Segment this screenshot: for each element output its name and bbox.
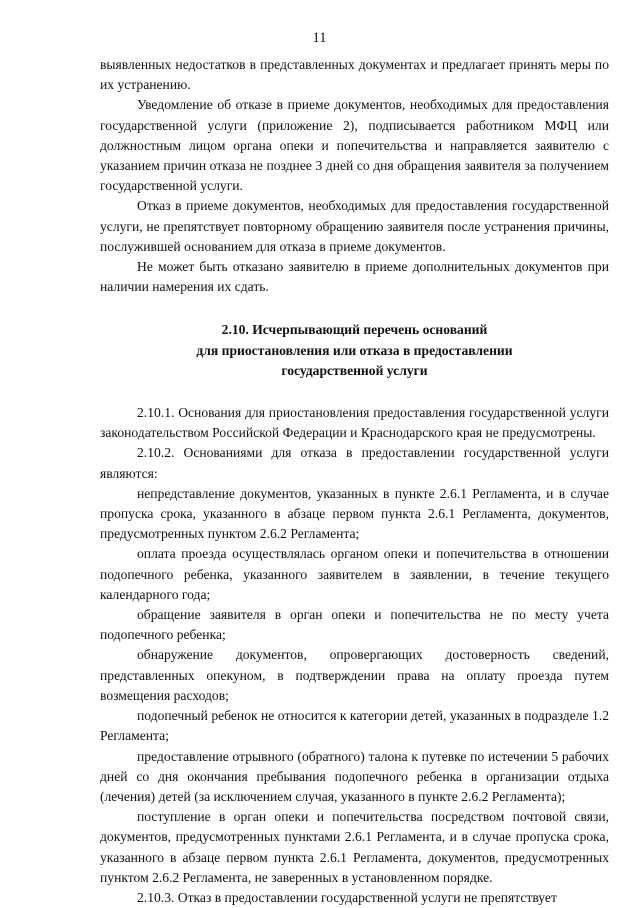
paragraph: подопечный ребенок не относится к категории детей, указанных в подразделе 1.2 Регламента; <box>100 708 609 744</box>
paragraph: обнаружение документов, опровергающих достоверность сведений, представленных опекуном, в подтверждении права на оплату проезда путем возмещения расходов; <box>100 647 609 703</box>
paragraph: предоставление отрывного (обратного) талона к путевке по истечении 5 рабочих дней со дня окончания пребывания подопечного ребенка в организации отдыха (лечения) детей (за исключением случая, указанного в пункте 2.6.2 Регламента); <box>100 748 609 804</box>
paragraph: оплата проезда осуществлялась органом опеки и попечительства в отношении подопечного ребенка, указанного заявителем в заявлении, в течение текущего календарного года; <box>100 546 609 602</box>
paragraph: обращение заявителя в орган опеки и попечительства не по месту учета подопечного ребенка; <box>100 607 609 643</box>
paragraph: 2.10.2. Основаниями для отказа в предоставлении государственной услуги являются: <box>100 445 609 481</box>
paragraph: 2.10.1. Основания для приостановления предоставления государственной услуги законодательством Российской Федерации и Краснодарского края не предусмотрены. <box>100 405 609 441</box>
paragraph: Уведомление об отказе в приеме документов, необходимых для предоставления государственной услуги (приложение 2), подписывается работником МФЦ или должностным лицом органа опеки и попечительства и направляется заявителю с указанием причин отказа не позднее 3 дней со дня обращения заявителя за получением государственной услуги. <box>100 97 609 194</box>
paragraph: выявленных недостатков в представленных документах и предлагает принять меры по их устранению. <box>100 57 609 93</box>
paragraph: Отказ в приеме документов, необходимых для предоставления государственной услуги, не препятствует повторному обращению заявителя после устранения причины, послужившей основанием для отказа в приеме документов. <box>100 198 609 254</box>
paragraph: поступление в орган опеки и попечительства посредством почтовой связи, документов, предусмотренных пунктами 2.6.1 Регламента, и в случае пропуска срока, указанного в абзаце первом пункта 2.6.1 Регламента, документов, предусмотренных пунктом 2.6.2 Регламента, не заверенных в установленном порядке. <box>100 809 609 885</box>
document-body <box>100 55 609 908</box>
paragraph: непредставление документов, указанных в пункте 2.6.1 Регламента, и в случае пропуска срока, указанного в абзаце первом пункта 2.6.1 Регламента, документов, предусмотренных пунктом 2.6.2 Регламента; <box>100 485 609 542</box>
paragraph: Не может быть отказано заявителю в приеме дополнительных документов при наличии намерения их сдать. <box>100 259 609 295</box>
paragraph: 2.10.3. Отказ в предоставлении государственной услуги не препятствует <box>137 889 557 905</box>
section-heading-line: 2.10. Исчерпывающий перечень оснований <box>221 322 488 338</box>
section-heading-line: государственной услуги <box>281 362 428 378</box>
page-number: 11 <box>312 30 327 46</box>
section-heading-line: для приостановления или отказа в предоставлении <box>196 342 513 358</box>
section-heading <box>100 320 609 381</box>
